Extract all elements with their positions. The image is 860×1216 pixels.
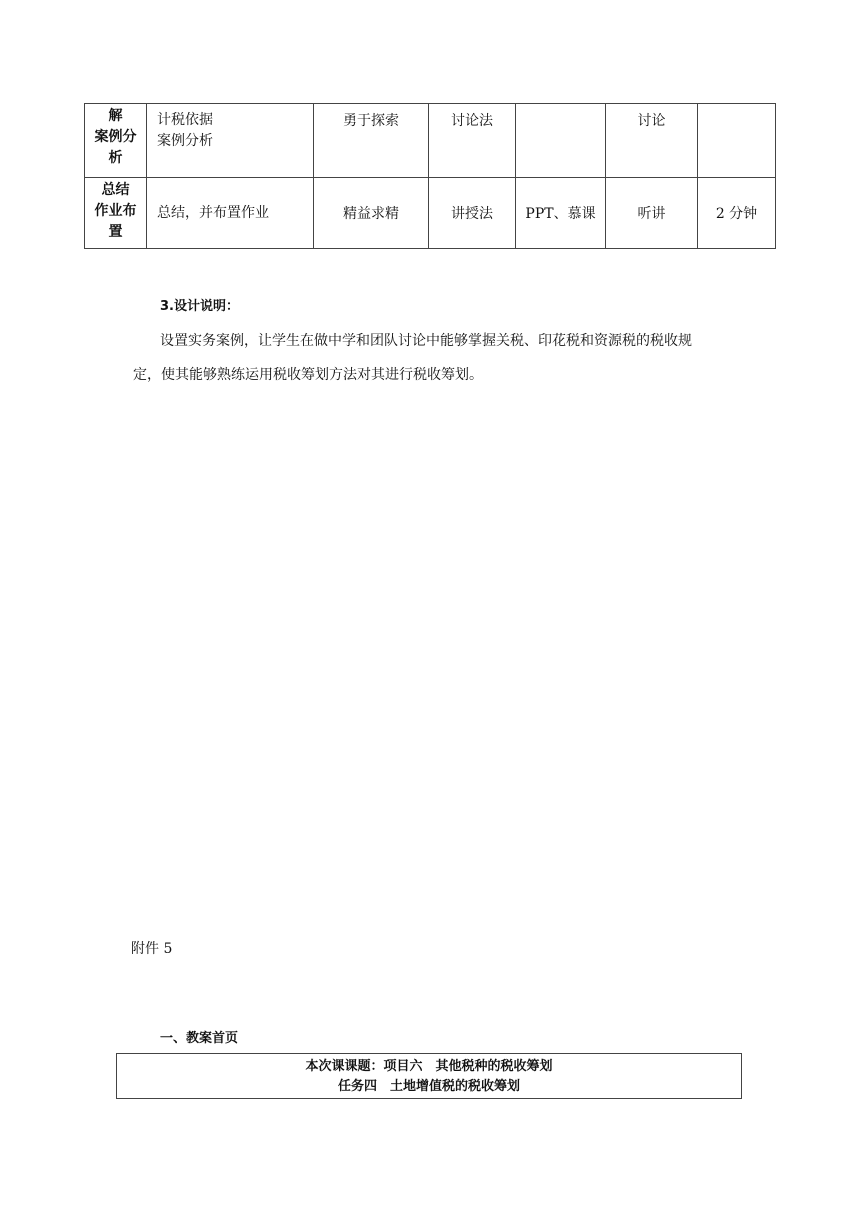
design-note-line: 设置实务案例，让学生在做中学和团队讨论中能够掌握关税、印花税和资源税的税收规 (160, 333, 692, 349)
media-cell (516, 104, 606, 178)
time-cell (698, 104, 776, 178)
design-note-heading: 3.设计说明： (160, 299, 239, 314)
lesson-title-box (116, 1053, 742, 1099)
table-row (85, 104, 776, 178)
lesson-plan-table (84, 103, 776, 249)
quality-cell: 勇于探索 (314, 104, 429, 178)
time-cell: 2 分钟 (698, 178, 776, 249)
activity-cell: 听讲 (606, 178, 698, 249)
stage-label-line: 总结 (101, 182, 130, 198)
section-heading: 一、教案首页 (160, 1031, 239, 1046)
stage-label-line: 案例分 (94, 129, 137, 145)
content-cell (147, 104, 314, 178)
stage-label-line: 置 (108, 224, 123, 240)
design-note-line: 定，使其能够熟练运用税收筹划方法对其进行税收筹划。 (133, 367, 483, 383)
media-cell: PPT、慕课 (516, 178, 606, 249)
content-line: 总结，并布置作业 (157, 204, 269, 221)
method-cell: 讨论法 (429, 104, 516, 178)
content-line: 案例分析 (157, 133, 213, 149)
stage-label-cell (85, 178, 147, 249)
lesson-title-line: 任务四 土地增值税的税收筹划 (337, 1079, 520, 1094)
method-cell: 讲授法 (429, 178, 516, 249)
stage-label-line: 析 (108, 150, 123, 166)
stage-label-cell (85, 104, 147, 178)
table-row (85, 178, 776, 249)
activity-cell: 讨论 (606, 104, 698, 178)
attachment-label: 附件 5 (131, 941, 173, 957)
lesson-title-line: 本次课课题：项目六 其他税种的税收筹划 (305, 1059, 553, 1074)
content-cell (147, 178, 314, 249)
stage-label-line: 作业布 (94, 203, 137, 219)
content-line: 计税依据 (157, 112, 213, 128)
quality-cell: 精益求精 (314, 178, 429, 249)
stage-label-line: 解 (108, 108, 123, 124)
